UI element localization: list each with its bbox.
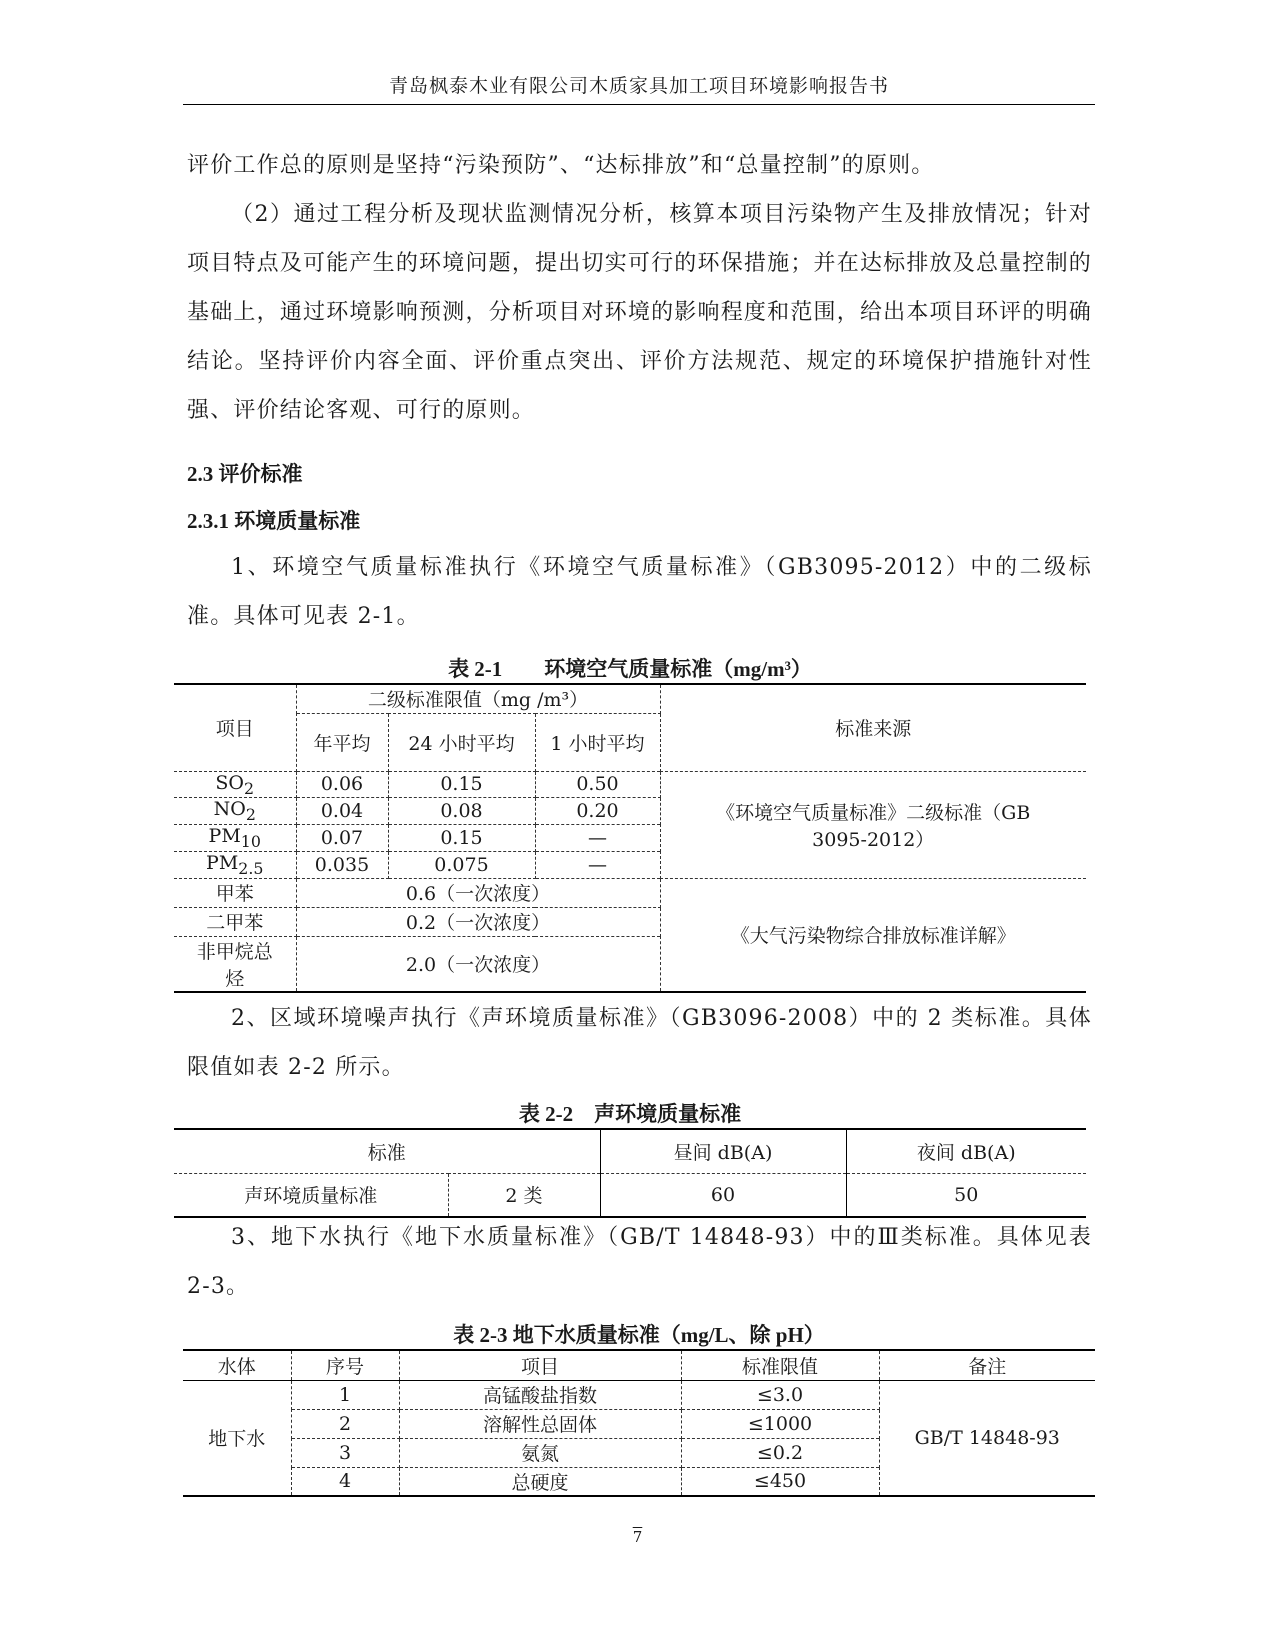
pollutant-subscript: 10 [240, 831, 261, 851]
limit-value: ≤0.2 [681, 1438, 879, 1467]
item-name: 溶解性总固体 [399, 1409, 681, 1438]
header-source: 标准来源 [660, 684, 1086, 771]
night-limit: 50 [846, 1173, 1086, 1217]
pollutant-subscript: 2 [244, 778, 255, 798]
hourly-value: 0.50 [535, 771, 660, 798]
limit-value: ≤3.0 [681, 1380, 879, 1409]
standard-name: 声环境质量标准 [174, 1173, 448, 1217]
concentration-value: 2.0（一次浓度） [296, 936, 660, 992]
table1-caption: 表 2-1 环境空气质量标准（mg/m³） [448, 657, 812, 681]
header-standard: 标准 [174, 1129, 600, 1173]
groundwater-standard-table [183, 1349, 1095, 1497]
pollutant-subscript: 2.5 [238, 858, 264, 878]
table-row [183, 1380, 1095, 1409]
header-night: 夜间 dB(A) [846, 1129, 1086, 1173]
header-rule [183, 104, 1095, 105]
header-item: 项目 [174, 684, 296, 771]
header-item: 项目 [399, 1350, 681, 1380]
pollutant-subscript: 2 [245, 805, 256, 825]
page-number-value: 7 [632, 1528, 643, 1546]
paragraph-analysis: （2）通过工程分析及现状监测情况分析，核算本项目污染物产生及排放情况；针对项目特点及可能产生的环境问题，提出切实可行的环保措施；并在达标排放及总量控制的基础上，通过环境影响预测，分析项目对环境的影响程度和范围，给出本项目环评的明确结论。坚持评价内容全面、评价重点突出、评价方法规范、规定的环境保护措施针对性强、评价结论客观、可行的原则。 [187, 202, 1092, 423]
row-number: 3 [291, 1438, 399, 1467]
air-quality-table [174, 683, 1086, 993]
standard-class: 2 类 [448, 1173, 600, 1217]
pollutant-name: SO [215, 771, 244, 794]
header-number: 序号 [291, 1350, 399, 1380]
item-name: 氨氮 [399, 1438, 681, 1467]
header-limit: 二级标准限值（mg /m³） [296, 684, 660, 713]
pollutant-name: 非甲烷总烃 [174, 936, 296, 992]
page-header: 青岛枫泰木业有限公司木质家具加工项目环境影响报告书 [388, 75, 889, 97]
pollutant-name: PM [206, 851, 239, 874]
paragraph-groundwater-standard: 3、地下水执行《地下水质量标准》（GB/T 14848-93）中的Ⅲ类标准。具体见表 2-3。 [187, 1225, 1092, 1299]
concentration-value: 0.2（一次浓度） [296, 907, 660, 936]
header-water-body: 水体 [183, 1350, 291, 1380]
limit-value: ≤450 [681, 1467, 879, 1496]
table3-caption: 表 2-3 地下水质量标准（mg/L、除 pH） [453, 1323, 825, 1347]
row-number: 2 [291, 1409, 399, 1438]
paragraph-air-standard: 1、环境空气质量标准执行《环境空气质量标准》（GB3095-2012）中的二级标准。具体可见表 2-1。 [187, 555, 1092, 629]
header-day: 昼间 dB(A) [600, 1129, 846, 1173]
table-row [174, 771, 1086, 798]
row-number: 1 [291, 1380, 399, 1409]
pollutant-name: 二甲苯 [174, 907, 296, 936]
daily-value: 0.08 [388, 798, 535, 825]
daily-value: 0.075 [388, 851, 535, 878]
paragraph-principle: 评价工作总的原则是坚持“污染预防”、“达标排放”和“总量控制”的原则。 [187, 153, 935, 178]
row-number: 4 [291, 1467, 399, 1496]
header-annual: 年平均 [296, 713, 388, 771]
daily-value: 0.15 [388, 825, 535, 852]
table-row [174, 878, 1086, 907]
item-name: 总硬度 [399, 1467, 681, 1496]
page-number [0, 1528, 1275, 1546]
hourly-value: — [535, 825, 660, 852]
hourly-value: — [535, 851, 660, 878]
pollutant-name: PM [208, 825, 241, 848]
header-24h: 24 小时平均 [388, 713, 535, 771]
source-gb3095: 《环境空气质量标准》二级标准（GB 3095-2012） [660, 771, 1086, 878]
subsection-heading: 2.3.1 环境质量标准 [187, 509, 361, 533]
header-limit: 标准限值 [681, 1350, 879, 1380]
table-row [174, 1173, 1086, 1217]
annual-value: 0.035 [296, 851, 388, 878]
item-name: 高锰酸盐指数 [399, 1380, 681, 1409]
annual-value: 0.06 [296, 771, 388, 798]
paragraph-noise-standard: 2、区域环境噪声执行《声环境质量标准》（GB3096-2008）中的 2 类标准。具体限值如表 2-2 所示。 [187, 1006, 1092, 1080]
daily-value: 0.15 [388, 771, 535, 798]
concentration-value: 0.6（一次浓度） [296, 878, 660, 907]
pollutant-name: 甲苯 [174, 878, 296, 907]
pollutant-name: NO [213, 798, 246, 821]
day-limit: 60 [600, 1173, 846, 1217]
header-1h: 1 小时平均 [535, 713, 660, 771]
section-heading: 2.3 评价标准 [187, 462, 303, 486]
standard-note: GB/T 14848-93 [879, 1380, 1095, 1496]
header-note: 备注 [879, 1350, 1095, 1380]
annual-value: 0.07 [296, 825, 388, 852]
table2-caption: 表 2-2 声环境质量标准 [518, 1102, 742, 1126]
annual-value: 0.04 [296, 798, 388, 825]
limit-value: ≤1000 [681, 1409, 879, 1438]
noise-standard-table [174, 1128, 1086, 1218]
water-body: 地下水 [183, 1380, 291, 1496]
source-air-pollutant: 《大气污染物综合排放标准详解》 [660, 878, 1086, 992]
hourly-value: 0.20 [535, 798, 660, 825]
